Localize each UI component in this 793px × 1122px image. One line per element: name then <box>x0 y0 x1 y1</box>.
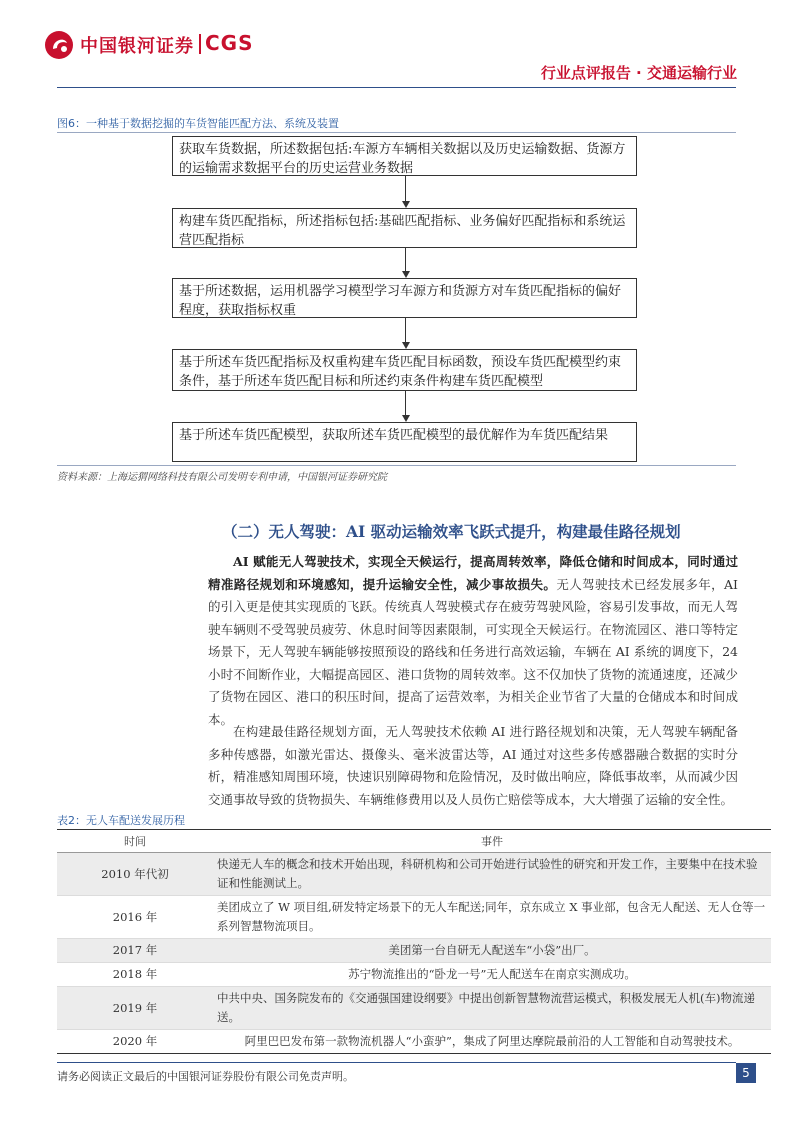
flow-step-1: 获取车货数据，所述数据包括:车源方车辆相关数据以及历史运输数据、货源方的运输需求数据平台的历史运营业务数据 <box>172 136 637 176</box>
row-time: 2020 年 <box>57 1030 213 1054</box>
row-time: 2017 年 <box>57 939 213 963</box>
flow-arrow-2 <box>403 248 409 278</box>
table-caption: 表2：无人车配送发展历程 <box>57 814 185 827</box>
row-event: 美团第一台自研无人配送车“小袋”出厂。 <box>213 939 771 963</box>
row-event: 阿里巴巴发布第一款物流机器人“小蛮驴”，集成了阿里达摩院最前沿的人工智能和自动驾驶技术。 <box>213 1030 771 1054</box>
row-time: 2016 年 <box>57 896 213 939</box>
table-row <box>57 939 771 963</box>
flow-step-3: 基于所述数据，运用机器学习模型学习车源方和货源方对车货匹配指标的偏好程度，获取指标权重 <box>172 278 637 318</box>
footer-disclaimer: 请务必阅读正文最后的中国银河证券股份有限公司免责声明。 <box>57 1070 354 1083</box>
flow-arrow-1 <box>403 176 409 208</box>
report-type-header <box>541 62 737 83</box>
row-time: 2018 年 <box>57 963 213 987</box>
row-event: 快递无人车的概念和技术开始出现，科研机构和公司开始进行试验性的研究和开发工作，主要集中在技术验证和性能测试上。 <box>213 853 771 896</box>
header-separator: · <box>630 64 647 82</box>
flow-step-4: 基于所述车货匹配指标及权重构建车货匹配目标函数，预设车货匹配模型约束条件，基于所述车货匹配目标和所述约束条件构建车货匹配模型 <box>172 349 637 391</box>
row-event: 中共中央、国务院发布的《交通强国建设纲要》中提出创新智慧物流营运模式，积极发展无人机(车)物流递送。 <box>213 987 771 1030</box>
header-divider <box>57 87 736 88</box>
report-type: 行业点评报告 <box>540 64 631 82</box>
figure-source: 资料来源：上海运猬网络科技有限公司发明专利申请，中国银河证券研究院 <box>57 472 387 483</box>
table-row <box>57 963 771 987</box>
paragraph-1-lead: AI 赋能无人驾驶技术，实现全天候运行，提高周转效率，降低仓储和时间成本，同时通过精准路径规划和环境感知，提升运输安全性，减少事故损失。 <box>208 554 738 592</box>
section-title: （二）无人驾驶：AI 驱动运输效率飞跃式提升，构建最佳路径规划 <box>222 522 681 541</box>
paragraph-2: 在构建最佳路径规划方面，无人驾驶技术依赖 AI 进行路径规划和决策，无人驾驶车辆配备多种传感器，如激光雷达、摄像头、毫米波雷达等，AI 通过对这些多传感器融合数据的实时分析，精准感知周围环境，快速识别障碍物和危险情况，及时做出响应，降低事故率，从而减少因交通事故导致的货物损失、车辆维修费用以及人员伤亡赔偿等成本，大大增强了运输的安全性。 <box>208 724 738 807</box>
table-row <box>57 987 771 1030</box>
table-row <box>57 896 771 939</box>
table-row <box>57 1030 771 1054</box>
development-table <box>57 829 771 1054</box>
table-header-row <box>57 830 771 853</box>
row-event: 美团成立了 W 项目组,研发特定场景下的无人车配送;同年，京东成立 X 事业部，包含无人配送、无人仓等一系列智慧物流项目。 <box>213 896 771 939</box>
header-event: 事件 <box>213 830 771 853</box>
logo-text-en: CGS <box>205 31 254 55</box>
row-event: 苏宁物流推出的“卧龙一号”无人配送车在南京实测成功。 <box>213 963 771 987</box>
paragraph-1-body: 无人驾驶技术已经发展多年，AI 的引入更是使其实现质的飞跃。传统真人驾驶模式存在疲劳驾驶风险，容易引发事故，而无人驾驶车辆则不受驾驶员疲劳、休息时间等因素限制，可实现全天候运行。在物流园区、港口等特定场景下，无人驾驶车辆能够按照预设的路线和任务进行高效运输，车辆在 AI 系统的调度下，24 小时不间断作业，大幅提高园区、港口货物的周转效率。这不仅加快了货物的流通速度，还减少了货物在园区、港口的积压时间，提高了运营效率，为相关企业节省了大量的仓储成本和时间成本。 <box>208 576 738 727</box>
flow-arrow-3 <box>403 318 409 349</box>
logo-text-cn: 中国银河证券 <box>80 36 194 57</box>
row-time: 2010 年代初 <box>57 853 213 896</box>
logo-separator <box>199 34 201 54</box>
industry-name: 交通运输行业 <box>646 64 737 82</box>
paragraph-1 <box>208 551 738 731</box>
logo-mark-icon <box>44 30 74 60</box>
table-row <box>57 853 771 896</box>
footer-divider <box>57 1062 736 1063</box>
flow-step-5: 基于所述车货匹配模型，获取所述车货匹配模型的最优解作为车货匹配结果 <box>172 422 637 462</box>
figure-top-rule <box>57 132 736 133</box>
flow-step-2: 构建车货匹配指标，所述指标包括:基础匹配指标、业务偏好匹配指标和系统运营匹配指标 <box>172 208 637 248</box>
row-time: 2019 年 <box>57 987 213 1030</box>
figure-caption: 图6：一种基于数据挖掘的车货智能匹配方法、系统及装置 <box>57 117 339 130</box>
flow-arrow-4 <box>403 391 409 422</box>
page-number: 5 <box>736 1063 756 1083</box>
header-time: 时间 <box>57 830 213 853</box>
figure-bottom-rule <box>57 465 736 466</box>
